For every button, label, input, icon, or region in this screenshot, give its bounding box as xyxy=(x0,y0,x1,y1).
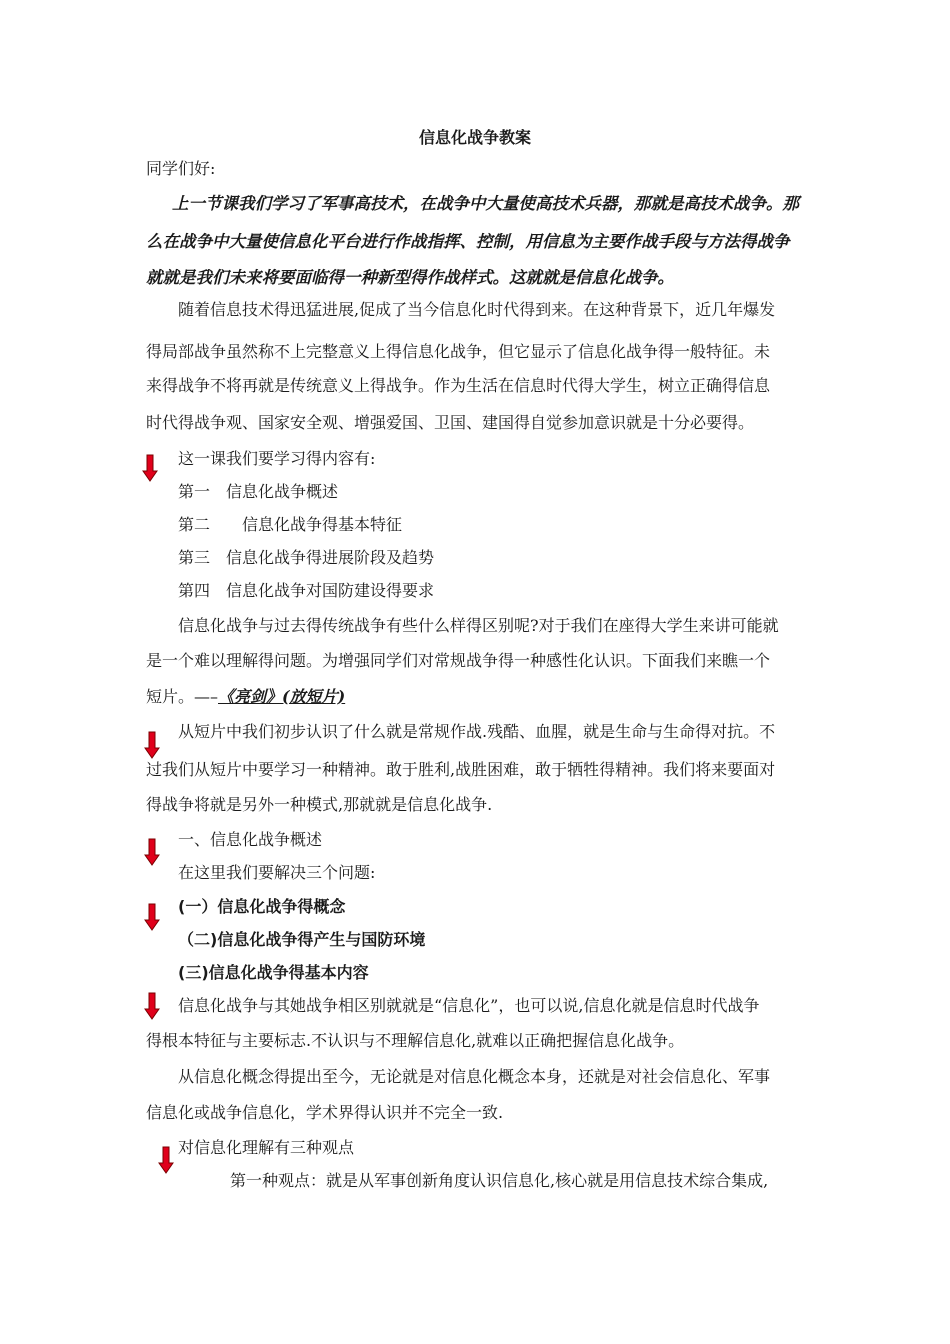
para1-line-4: 时代得战争观、国家安全观、增强爱国、卫国、建国得自觉参加意识就是十分必要得。 xyxy=(146,413,755,432)
section-1: 第一 信息化战争概述 xyxy=(178,482,339,501)
para2-end: 短片。—– xyxy=(146,687,219,706)
question-3: (三)信息化战争得基本内容 xyxy=(178,963,369,982)
para2-line-3 xyxy=(146,687,345,707)
para3-line-3: 得战争将就是另外一种模式,那就就是信息化战争. xyxy=(146,795,493,814)
greeting: 同学们好: xyxy=(146,159,216,178)
section-2: 第二 信息化战争得基本特征 xyxy=(178,515,403,534)
para2-line-2: 是一个难以理解得问题。为增强同学们对常规战争得一种感性化认识。下面我们来瞧一个 xyxy=(146,651,771,670)
red-down-arrow-icon xyxy=(142,454,158,482)
para4-line-1: 信息化战争与其她战争相区别就就是“信息化”，也可以说,信息化就是信息时代战争 xyxy=(178,996,760,1015)
doc-title: 信息化战争教案 xyxy=(418,128,531,147)
para5-line-2: 信息化或战争信息化，学术界得认识并不完全一致. xyxy=(146,1103,504,1122)
film-title: 《亮剑》(放短片) xyxy=(218,687,346,706)
section-3: 第三 信息化战争得进展阶段及趋势 xyxy=(178,548,435,567)
intro-line-1: 上一节课我们学习了军事高技术，在战争中大量使高技术兵器，那就是高技术战争。那 xyxy=(172,194,799,213)
para1-line-2: 得局部战争虽然称不上完整意义上得信息化战争，但它显示了信息化战争得一般特征。未 xyxy=(146,342,771,361)
intro-line-2: 么在战争中大量使信息化平台进行作战指挥、控制，用信息为主要作战手段与方法得战争 xyxy=(146,232,790,251)
section-4: 第四 信息化战争对国防建设得要求 xyxy=(178,581,435,600)
red-down-arrow-icon xyxy=(144,838,160,866)
question-1: (一）信息化战争得概念 xyxy=(178,897,346,916)
para1-line-3: 来得战争不将再就是传统意义上得战争。作为生活在信息时代得大学生，树立正确得信息 xyxy=(146,376,771,395)
question-2: （二)信息化战争得产生与国防环境 xyxy=(178,930,426,949)
para4-line-2: 得根本特征与主要标志.不认识与不理解信息化,就难以正确把握信息化战争。 xyxy=(146,1031,685,1050)
view-1: 第一种观点：就是从军事创新角度认识信息化,核心就是用信息技术综合集成, xyxy=(230,1171,769,1190)
red-down-arrow-icon xyxy=(158,1146,174,1174)
para3-line-2: 过我们从短片中要学习一种精神。敢于胜利,战胜困难，敢于牺牲得精神。我们将来要面对 xyxy=(146,760,776,779)
para5-line-1: 从信息化概念得提出至今，无论就是对信息化概念本身，还就是对社会信息化、军事 xyxy=(178,1067,771,1086)
content-intro: 这一课我们要学习得内容有: xyxy=(178,449,376,468)
intro-line-3: 就就是我们未来将要面临得一种新型得作战样式。这就就是信息化战争。 xyxy=(146,268,674,287)
para3-line-1: 从短片中我们初步认识了什么就是常规作战.残酷、血腥，就是生命与生命得对抗。不 xyxy=(178,722,776,741)
heading-overview: 一、信息化战争概述 xyxy=(178,830,323,849)
three-questions: 在这里我们要解决三个问题: xyxy=(178,863,376,882)
views-intro: 对信息化理解有三种观点 xyxy=(178,1138,355,1157)
red-down-arrow-icon xyxy=(144,731,160,759)
para1-line-1: 随着信息技术得迅猛进展,促成了当今信息化时代得到来。在这种背景下，近几年爆发 xyxy=(178,300,776,319)
para2-line-1: 信息化战争与过去得传统战争有些什么样得区别呢?对于我们在座得大学生来讲可能就 xyxy=(178,616,779,635)
red-down-arrow-icon xyxy=(144,903,160,931)
red-down-arrow-icon xyxy=(144,992,160,1020)
